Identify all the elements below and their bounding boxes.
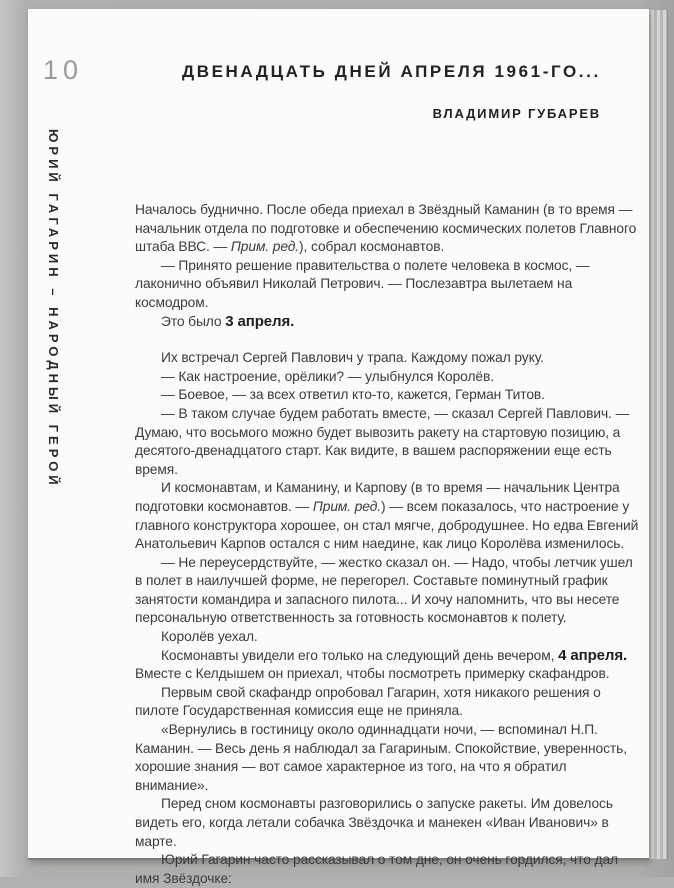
vertical-book-title: ЮРИЙ ГАГАРИН – НАРОДНЫЙ ГЕРОЙ: [46, 129, 61, 489]
text-segment: — Боевое, — за всех ответил кто-то, кажется, Герман Титов.: [161, 387, 545, 403]
text-segment: Перед сном космонавты разговорились о запуске ракеты. Им довелось видеть его, когда летали собачка Звёздочка и манекен «Иван Иванович» в марте.: [135, 796, 613, 849]
text-segment: Это было: [161, 313, 226, 329]
page-number: 10: [43, 55, 84, 85]
text-segment: — Не переусердствуйте, — жестко сказал он. — Надо, чтобы летчик ушел в полет в наилучшей форме, не перегорел. Составьте поминутный график занятости командира и запасного пилота... И хочу напомнить, что вы несете персональную ответственность за готовность космонавтов к полету.: [135, 554, 633, 626]
paragraph: [135, 386, 643, 405]
text-segment: Прим. ред.: [312, 498, 381, 514]
paragraph: [135, 721, 643, 795]
author-name: ВЛАДИМИР ГУБАРЕВ: [432, 106, 601, 121]
text-segment: — Принято решение правительства о полете человека в космос, — лаконично объявил Николай Петрович. — Послезавтра вылетаем на космодром.: [135, 257, 590, 310]
text-segment: ) — всем показалось, что настроение у главного конструктора хорошее, он стал мягче, добродушнее. Но едва Евгений Анатольевич Карпов остался с ним наедине, как лицо Королёва изменилось.: [135, 498, 639, 552]
paragraph: [135, 313, 643, 332]
text-segment: ), собрал космонавтов.: [299, 239, 445, 255]
paragraph: [135, 368, 643, 387]
text-segment: — Как настроение, орёлики? — улыбнулся Королёв.: [161, 368, 494, 384]
paragraph: [135, 257, 643, 313]
paragraph: [135, 554, 643, 628]
text-segment: Первым свой скафандр опробовал Гагарин, хотя никакого решения о пилоте Государственная комиссия еще не приняла.: [135, 684, 601, 719]
text-segment: Их встречал Сергей Павлович у трапа. Каждому пожал руку.: [161, 350, 544, 366]
paragraph: [135, 405, 643, 479]
body-text: [135, 201, 643, 888]
text-segment: «Вернулись в гостиницу около одиннадцати ночи, — вспоминал Н.П. Каманин. — Весь день я наблюдал за Гагариным. Спокойствие, уверенность, хорошие знания — вот самое характерное из того, на что я обратил внимание».: [135, 722, 627, 793]
paragraph: [135, 851, 643, 888]
paragraph: [135, 628, 643, 647]
paragraph: [135, 647, 643, 684]
paragraph: [135, 795, 643, 851]
text-segment: Космонавты увидели его только на следующий день вечером,: [161, 647, 559, 663]
text-segment: Началось буднично. После обеда приехал в Звёздный Каманин (в то время — начальник отдела по подготовке и обеспечению космических полетов Главного штаба ВВС. —: [135, 202, 637, 255]
paragraph: [135, 684, 643, 721]
book-page: [28, 9, 649, 886]
text-segment: Королёв уехал.: [161, 629, 258, 645]
text-segment: 3 апреля.: [225, 312, 295, 330]
paragraph: [135, 349, 643, 368]
text-segment: — В таком случае будем работать вместе, — сказал Сергей Павлович. — Думаю, что восьмого можно будет вывозить ракету на стартовую позицию, а десятого-двенадцатого старт. Как видите, в вашем распоряжении еще есть время.: [135, 405, 630, 477]
chapter-title: ДВЕНАДЦАТЬ ДНЕЙ АПРЕЛЯ 1961-ГО...: [182, 62, 601, 81]
text-segment: Прим. ред.: [230, 239, 300, 255]
paragraph: [135, 479, 643, 553]
text-segment: 4 апреля.: [558, 646, 628, 664]
text-segment: Вместе с Келдышем он приехал, чтобы посмотреть примерку скафандров.: [135, 666, 610, 682]
paragraph: [135, 201, 643, 257]
text-segment: И космонавтам, и Каманину, и Карпову (в то время — начальник Центра подготовки космонавтов. —: [135, 480, 620, 514]
text-segment: Юрий Гагарин часто рассказывал о том дне, он очень гордился, что дал имя Звёздочке:: [135, 852, 618, 886]
